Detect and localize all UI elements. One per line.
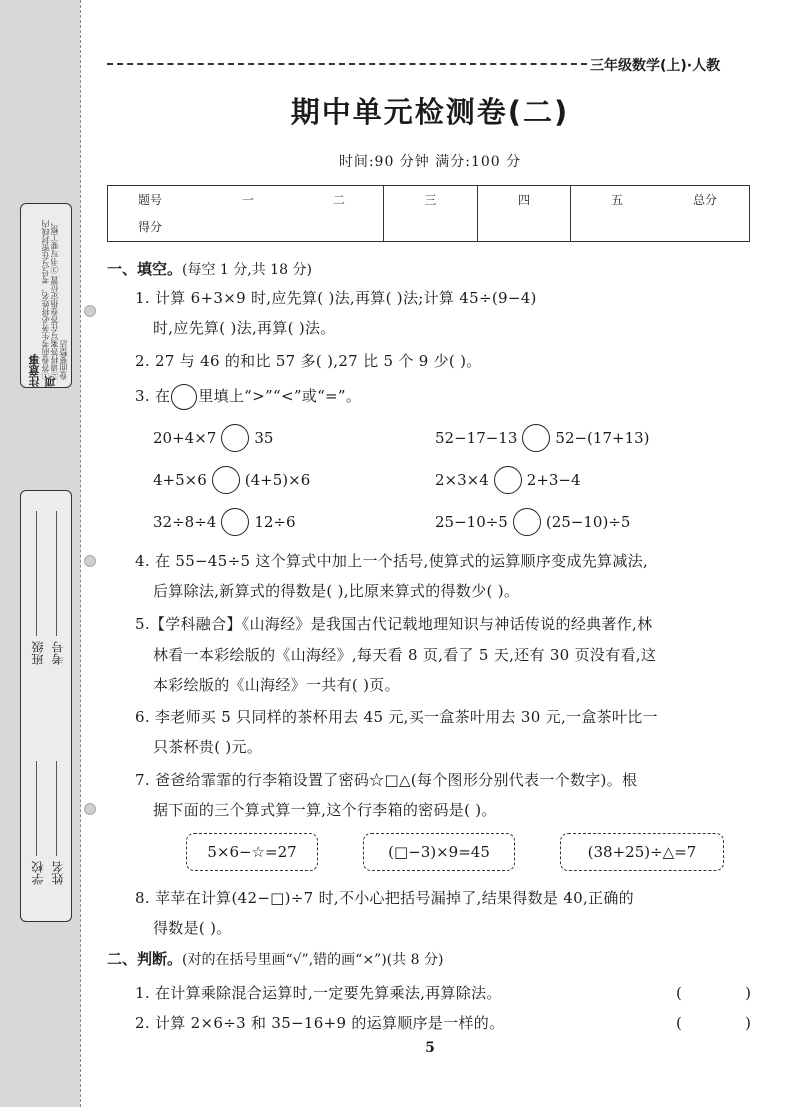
section-1-note: (每空 1 分,共 18 分) bbox=[182, 262, 312, 278]
question-1-line-2: 时,应先算( )法,再算( )法。 bbox=[153, 319, 336, 337]
page-number: 5 bbox=[425, 1040, 435, 1056]
judge-question-2: 2. 计算 2×6÷3 和 35−16+9 的运算顺序是一样的。 bbox=[135, 1014, 505, 1032]
question-5-line-2: 林看一本彩绘版的《山海经》,每天看 8 页,看了 5 天,还有 30 页没有看,这 bbox=[153, 646, 657, 664]
binding-hole bbox=[84, 305, 96, 317]
compare-item: 4+5×6 (4+5)×6 bbox=[153, 466, 310, 494]
series-label: 三年级数学(上)·人教 bbox=[590, 58, 721, 74]
notes-title: 注意事项 bbox=[28, 354, 57, 387]
section-2-title: 二、判断。 bbox=[107, 950, 183, 968]
question-7-line-2: 据下面的三个算式算一算,这个行李箱的密码是( )。 bbox=[153, 801, 497, 819]
judge-answer-2[interactable]: ( ) bbox=[676, 1014, 751, 1032]
section-1-heading bbox=[107, 258, 312, 279]
binding-hole bbox=[84, 803, 96, 815]
question-3: 3. 在 里填上“>”“<”或“=”。 bbox=[135, 381, 755, 411]
compare-item: 32÷8÷4 12÷6 bbox=[153, 508, 296, 536]
equation-box-1: 5×6−☆=27 bbox=[186, 833, 318, 871]
notes-box bbox=[20, 203, 72, 388]
question-5-line-1: 5.【学科融合】《山海经》是我国古代记载地理知识与神话传说的经典著作,林 bbox=[135, 615, 653, 633]
compare-item: 2×3×4 2+3−4 bbox=[435, 466, 581, 494]
class-line bbox=[36, 511, 37, 636]
question-1-line-1: 1. 计算 6+3×9 时,应先算( )法,再算( )法;计算 45÷(9−4) bbox=[135, 289, 537, 307]
question-5-line-3: 本彩绘版的《山海经》一共有( )页。 bbox=[153, 676, 400, 694]
question-4-line-2: 后算除法,新算式的得数是( ),比原来算式的得数少( )。 bbox=[153, 582, 520, 600]
student-info-box bbox=[20, 490, 72, 922]
score-col-5: 五 bbox=[611, 193, 624, 207]
question-8-line-2: 得数是( )。 bbox=[153, 919, 232, 937]
section-2-heading bbox=[107, 948, 443, 969]
answer-circle[interactable] bbox=[494, 466, 522, 494]
score-col-1: 一 bbox=[242, 193, 255, 207]
school-label: 学校 bbox=[31, 861, 45, 885]
notes-text: ①答卷前考生务必将姓名、考号写在密封线内 ②请将答案写在答卷指定位置 ③书写要工整，卷面要整洁 bbox=[41, 217, 68, 380]
question-8-line-1: 8. 苹苹在计算(42−□)÷7 时,不小心把括号漏掉了,结果得数是 40,正确的 bbox=[135, 889, 634, 907]
exam-no-line bbox=[56, 511, 57, 636]
name-line bbox=[56, 761, 57, 856]
question-2: 2. 27 与 46 的和比 57 多( ),27 比 5 个 9 少( )。 bbox=[135, 352, 482, 370]
header-dashed-line bbox=[107, 63, 587, 65]
question-7-line-1: 7. 爸爸给霏霏的行李箱设置了密码☆□△(每个图形分别代表一个数字)。根 bbox=[135, 771, 638, 789]
exam-info: 时间:90 分钟 满分:100 分 bbox=[338, 154, 522, 170]
answer-circle[interactable] bbox=[513, 508, 541, 536]
page-title: 期中单元检测卷(二) bbox=[290, 95, 570, 129]
name-label: 姓名 bbox=[51, 861, 65, 885]
score-header-label: 题号 bbox=[138, 193, 163, 207]
section-1-title: 一、填空。 bbox=[107, 260, 183, 278]
answer-circle[interactable] bbox=[171, 384, 197, 410]
question-4-line-1: 4. 在 55−45÷5 这个算式中加上一个括号,使算式的运算顺序变成先算减法, bbox=[135, 552, 649, 570]
score-table bbox=[107, 185, 750, 242]
equation-box-3: (38+25)÷△=7 bbox=[560, 833, 724, 871]
score-col-2: 二 bbox=[333, 193, 346, 207]
answer-circle[interactable] bbox=[221, 424, 249, 452]
question-6-line-1: 6. 李老师买 5 只同样的茶杯用去 45 元,买一盒茶叶用去 30 元,一盒茶叶比一 bbox=[135, 708, 658, 726]
score-col-total: 总分 bbox=[693, 193, 718, 207]
judge-answer-1[interactable]: ( ) bbox=[676, 984, 751, 1002]
answer-circle[interactable] bbox=[221, 508, 249, 536]
class-label: 班级 bbox=[31, 641, 45, 665]
binding-hole bbox=[84, 555, 96, 567]
score-row-label: 得分 bbox=[138, 220, 163, 234]
compare-item: 25−10÷5 (25−10)÷5 bbox=[435, 508, 630, 536]
score-col-3: 三 bbox=[424, 193, 437, 207]
score-col-4: 四 bbox=[517, 193, 530, 207]
judge-question-1: 1. 在计算乘除混合运算时,一定要先算乘法,再算除法。 bbox=[135, 984, 502, 1002]
exam-no-label: 考号 bbox=[51, 641, 65, 665]
equation-box-2: (□−3)×9=45 bbox=[363, 833, 515, 871]
compare-item: 20+4×7 35 bbox=[153, 424, 273, 452]
compare-item: 52−17−13 52−(17+13) bbox=[435, 424, 650, 452]
answer-circle[interactable] bbox=[522, 424, 550, 452]
school-line bbox=[36, 761, 37, 856]
answer-circle[interactable] bbox=[212, 466, 240, 494]
section-2-note: (对的在括号里画“√”,错的画“×”)(共 8 分) bbox=[182, 952, 444, 968]
question-6-line-2: 只茶杯贵( )元。 bbox=[153, 738, 263, 756]
